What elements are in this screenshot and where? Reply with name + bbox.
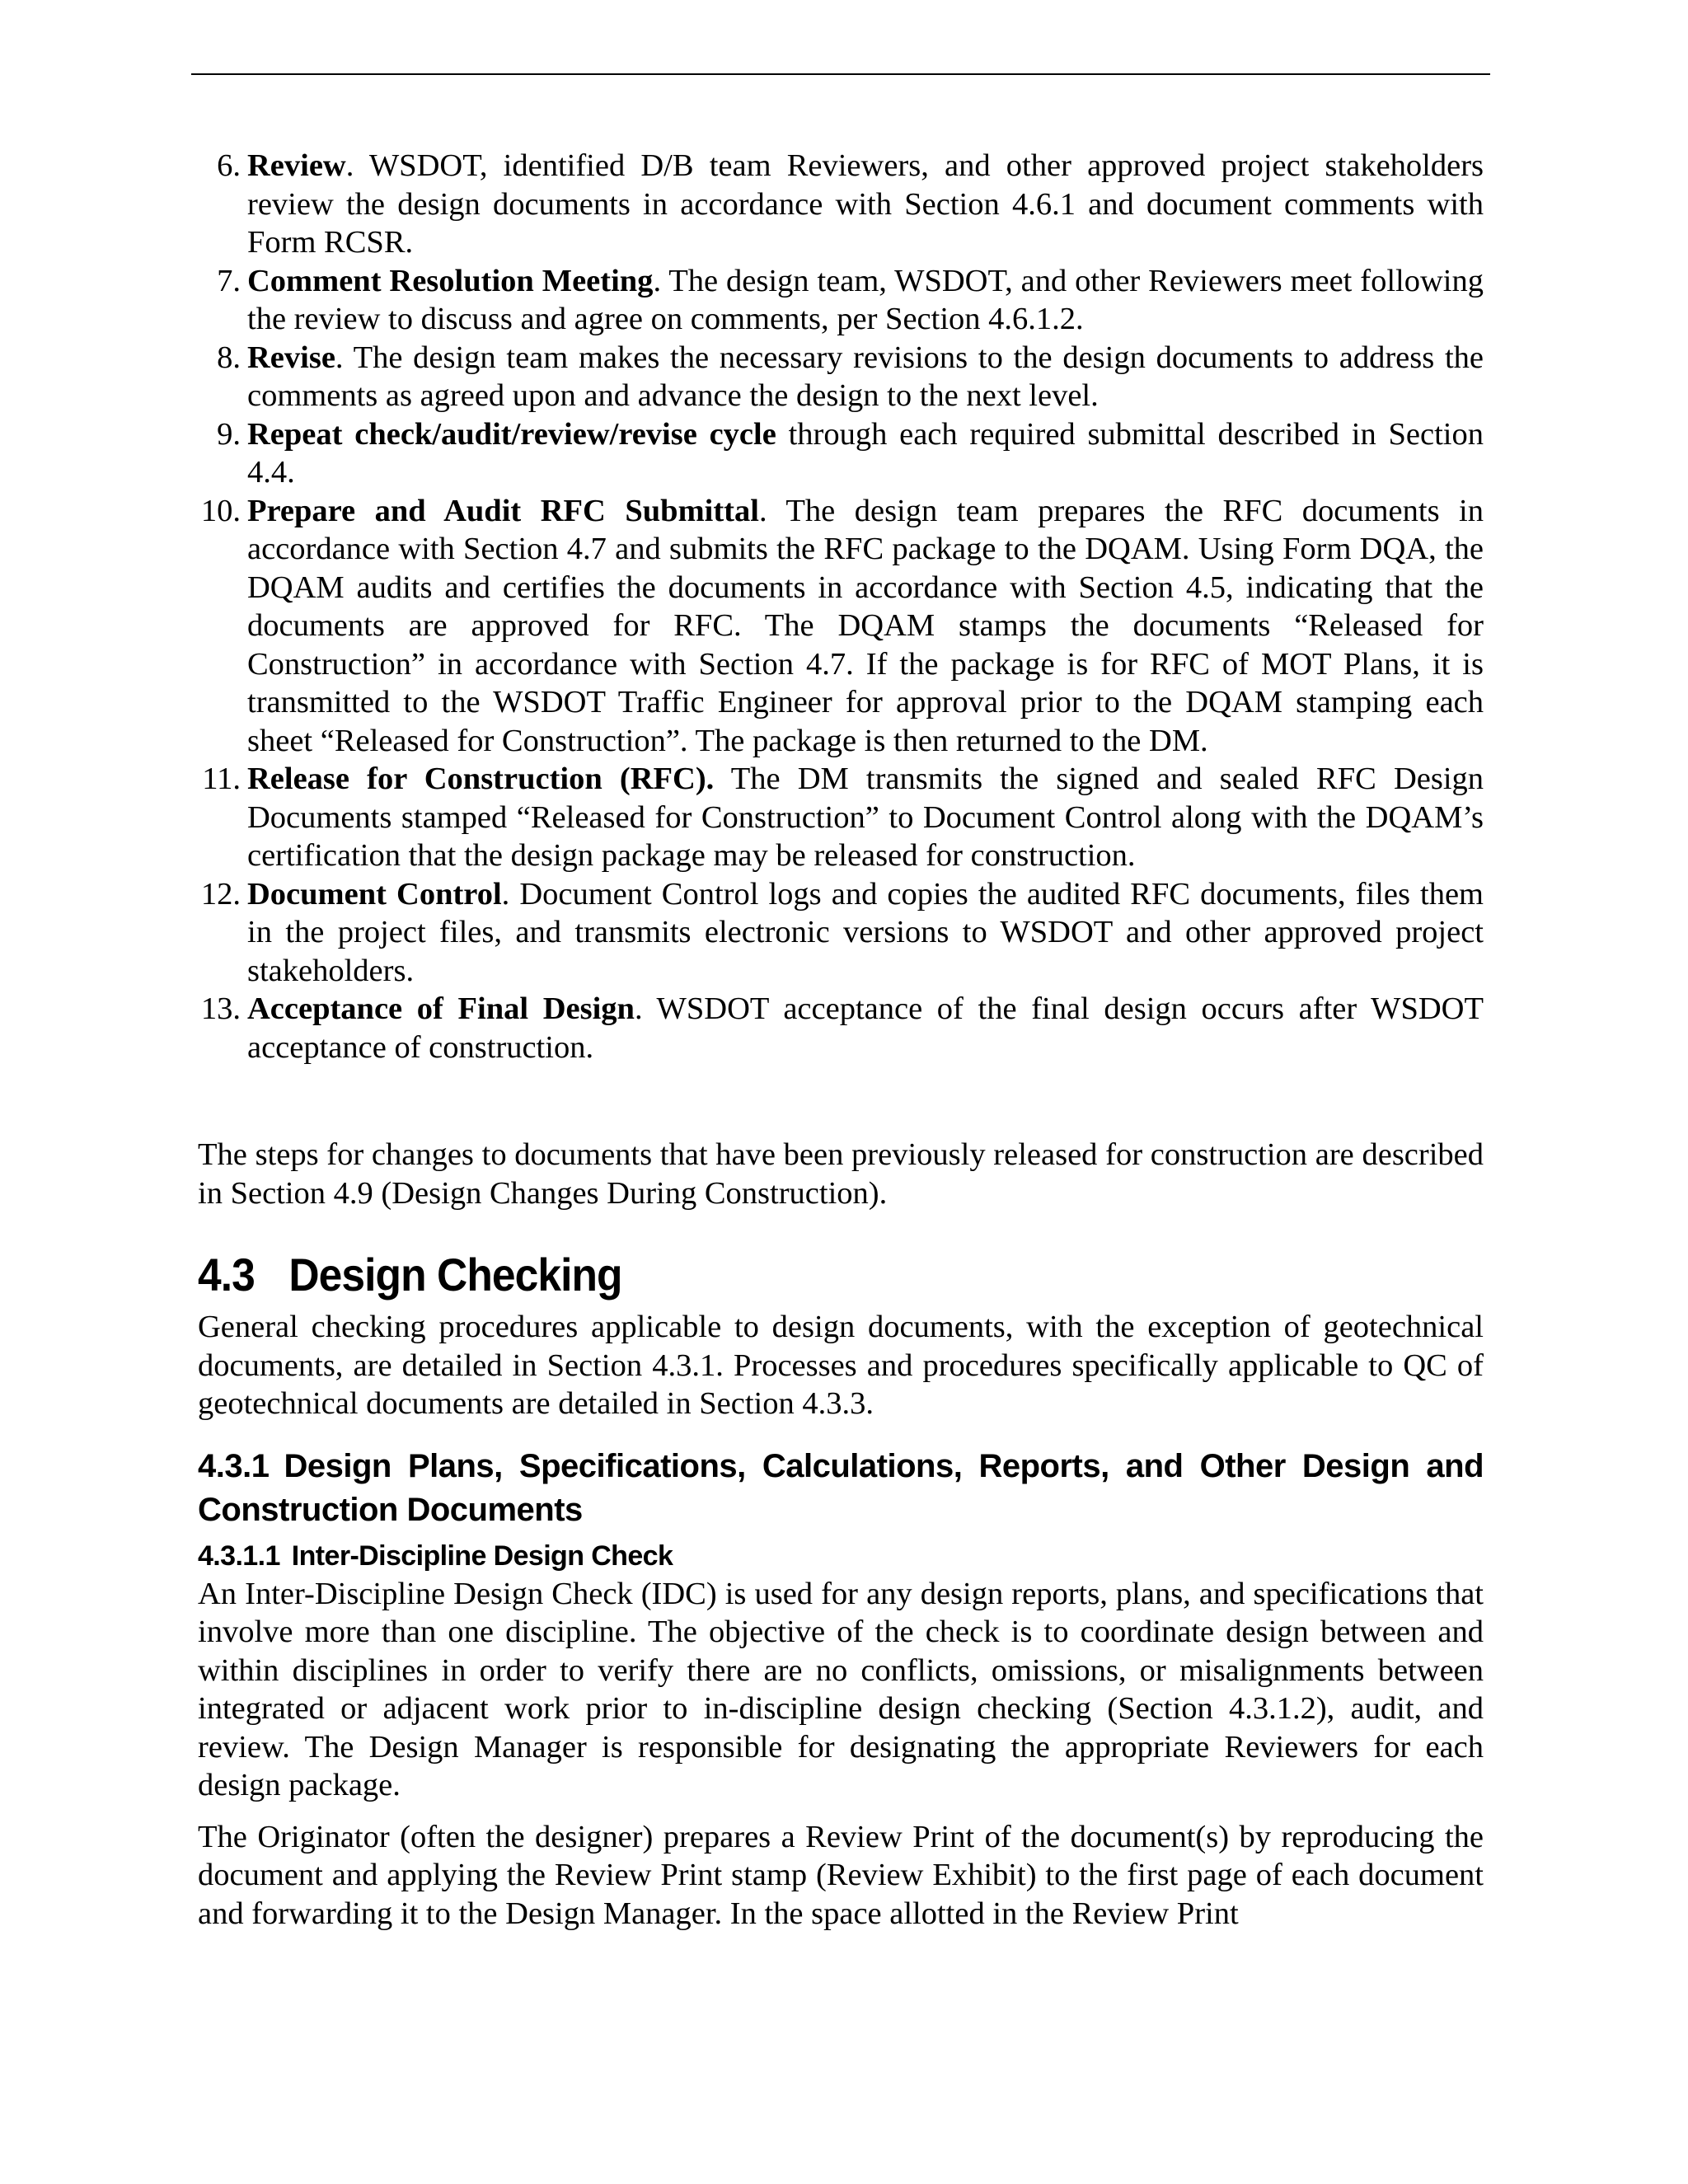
header-rule bbox=[191, 73, 1490, 75]
list-item bbox=[198, 492, 1484, 761]
step-lead: Prepare and Audit RFC Submittal bbox=[247, 493, 759, 528]
list-number: 9. bbox=[217, 416, 241, 452]
step-lead: Release for Construction (RFC). bbox=[247, 762, 715, 796]
process-steps-list bbox=[198, 147, 1484, 1066]
list-number: 10. bbox=[200, 493, 241, 528]
step-text: The DM transmits the signed and sealed RFC Design Documents stamped “Released for Construction” to Document Control along with the DQAM’s certification that the design package may be released for construction. bbox=[247, 762, 1484, 873]
list-item bbox=[198, 339, 1484, 415]
step-lead: Revise bbox=[247, 340, 335, 375]
list-item bbox=[198, 262, 1484, 339]
step-text: . The design team prepares the RFC documents in accordance with Section 4.7 and submits the RFC package to the DQAM. Using Form DQA, the DQAM audits and certifies the documents in accordance with Section 4.5, indicating that the documents are approved for RFC. The DQAM stamps the documents “Released for Construction” in accordance with Section 4.7. If the package is for RFC of MOT Plans, it is transmitted to the WSDOT Traffic Engineer for approval prior to the DQAM stamping each sheet “Released for Construction”. The package is then returned to the DM. bbox=[247, 493, 1484, 758]
design-checking-paragraph: General checking procedures applicable to design documents, with the exception of geotechnical documents, are detailed in Section 4.3.1. Processes and procedures specifically applicable to QC of geotechnical documents are detailed in Section 4.3.3. bbox=[198, 1310, 1484, 1421]
step-lead: Repeat check/audit/review/revise cycle bbox=[247, 416, 776, 452]
list-item bbox=[198, 415, 1484, 492]
section-title: Inter-Discipline Design Check bbox=[291, 1540, 673, 1572]
step-text: through each required submittal described in Section 4.4. bbox=[247, 416, 1484, 490]
list-number: 8. bbox=[217, 340, 241, 375]
section-heading-4-3-1 bbox=[198, 1445, 1484, 1532]
step-text: . The design team, WSDOT, and other Reviewers meet following the review to discuss and agree on comments, per Section 4.6.1.2. bbox=[247, 263, 1484, 336]
section-heading-4-3-1-1 bbox=[198, 1537, 1484, 1575]
list-number: 12. bbox=[200, 876, 241, 912]
step-lead: Document Control bbox=[247, 876, 502, 912]
idc-paragraph: An Inter-Discipline Design Check (IDC) is used for any design reports, plans, and specifications that involve more than one discipline. The objective of the check is to coordinate design between and within disciplines in order to verify there are no conflicts, omissions, or misalignments between integrated or adjacent work prior to in-discipline design checking (Section 4.3.1.2), audit, and review. The Design Manager is responsible for designating the appropriate Reviewers for each design package. bbox=[198, 1576, 1484, 1802]
section-number: 4.3 bbox=[198, 1249, 255, 1301]
list-number: 6. bbox=[217, 148, 241, 183]
section-heading-4-3 bbox=[198, 1247, 1381, 1303]
step-text: . The design team makes the necessary revisions to the design documents to address the comments as agreed upon and advance the design to the next level. bbox=[247, 340, 1484, 413]
step-text: . Document Control logs and copies the audited RFC documents, files them in the project files, and transmits electronic versions to WSDOT and other approved project stakeholders. bbox=[247, 876, 1484, 988]
page-content bbox=[198, 147, 1484, 1933]
step-text: . WSDOT, identified D/B team Reviewers, and other approved project stakeholders review the design documents in accordance with Section 4.6.1 and document comments with Form RCSR. bbox=[247, 148, 1484, 260]
step-lead: Acceptance of Final Design bbox=[247, 991, 635, 1026]
list-number: 7. bbox=[217, 263, 241, 298]
section-number: 4.3.1.1 bbox=[198, 1540, 280, 1572]
section-number: 4.3.1 bbox=[198, 1447, 270, 1484]
changes-paragraph: The steps for changes to documents that have been previously released for construction are described in Section 4.9 (Design Changes During Construction). bbox=[198, 1137, 1484, 1211]
step-text: . WSDOT acceptance of the final design occurs after WSDOT acceptance of construction. bbox=[247, 991, 1484, 1065]
list-item bbox=[198, 760, 1484, 875]
list-item bbox=[198, 990, 1484, 1066]
list-number: 13. bbox=[200, 991, 241, 1026]
review-print-paragraph: The Originator (often the designer) prepares a Review Print of the document(s) by reproducing the document and applying the Review Print stamp (Review Exhibit) to the first page of each document and forwarding it to the Design Manager. In the space allotted in the Review Print bbox=[198, 1819, 1484, 1931]
section-title: Design Checking bbox=[288, 1249, 622, 1301]
section-title: Design Plans, Specifications, Calculations, Reports, and Other Design and Construction Documents bbox=[198, 1447, 1484, 1528]
list-item bbox=[198, 147, 1484, 262]
step-lead: Review bbox=[247, 148, 346, 183]
list-item bbox=[198, 875, 1484, 991]
step-lead: Comment Resolution Meeting bbox=[247, 263, 654, 298]
list-number: 11. bbox=[202, 762, 241, 796]
